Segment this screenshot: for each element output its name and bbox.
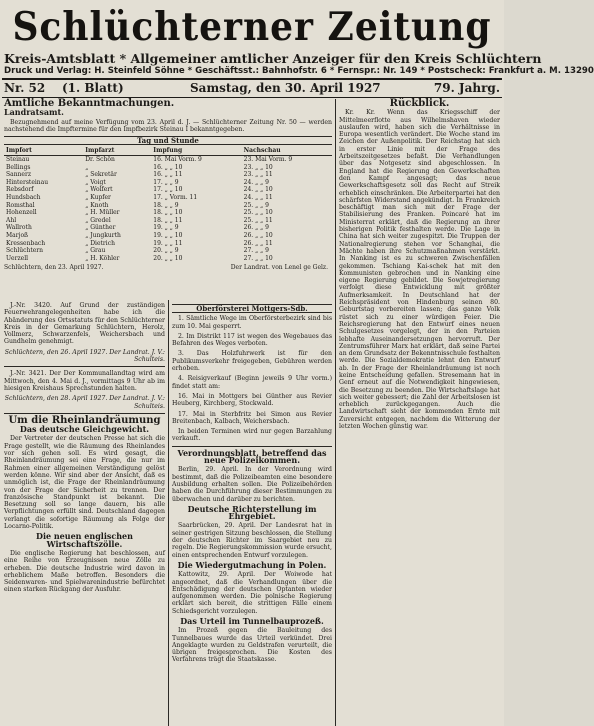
forestry-item: 17. Mai in Sterbfritz bei Simon aus Revier Breitenbach, Kalbach, Weichersbach. bbox=[172, 410, 332, 425]
article-paragraph: Kattowitz, 29. April. Der Woiwode hat angeordnet, daß die Verhandlungen über die Entschädigung der deutschen Optanten wieder aufgenommen werden. Die polnische Regierung erklärt sich bereit, die strittigen Fälle einem Schiedsgericht vorzulegen. bbox=[172, 571, 332, 615]
top-rule bbox=[2, 78, 502, 80]
table-cell: 27. „ „ 9 bbox=[243, 247, 269, 255]
table-row bbox=[4, 224, 332, 232]
issue-year: 79. Jahrg. bbox=[433, 81, 500, 95]
notice-paragraph: J.-Nr. 3421. Der Der Kommunallandtag wird am Mittwoch, den 4. Mai d. J., vormittags 9 Uhr ab im hiesigen Kreishaus Sprechstunden halten. bbox=[4, 370, 165, 392]
issue-sheet: (1. Blatt) bbox=[62, 81, 124, 95]
table-row bbox=[4, 247, 332, 255]
table-footer-signature: Der Landrat. von Lenel ge Gelz. bbox=[230, 264, 328, 272]
table-cell: 16. Mai Vorm. 9 bbox=[153, 156, 202, 164]
article-subtitle: Das deutsche Gleichgewicht. bbox=[19, 424, 150, 435]
table-cell: Hohenzell bbox=[6, 209, 37, 217]
table-cell: 23. Mai Vorm. 9 bbox=[243, 156, 293, 164]
table-cell: Marjoß bbox=[6, 232, 29, 240]
issue-date: Samstag, den 30. April 1927 bbox=[190, 81, 381, 95]
table-cell: 24. „ „ 11 bbox=[243, 194, 273, 202]
table-cell: 26. „ „ 10 bbox=[243, 232, 273, 240]
table-cell: Uerzell bbox=[6, 254, 29, 262]
table-cell: „ Wolfert bbox=[85, 186, 113, 194]
vaccination-schedule-table bbox=[4, 147, 332, 262]
table-cell: Hundsbach bbox=[6, 194, 41, 202]
table-cell: „ Jungkurth bbox=[85, 232, 121, 240]
table-row bbox=[4, 202, 332, 210]
column-divider-right bbox=[335, 99, 336, 726]
table-cell: „ Günther bbox=[85, 224, 116, 232]
forestry-item: 4. Reisigverkauf (Beginn jeweils 9 Uhr vorm.) findet statt am: bbox=[172, 375, 332, 390]
table-cell: 27. „ „ 10 bbox=[243, 254, 273, 262]
table-header-row bbox=[4, 147, 332, 155]
table-cell: 25. „ „ 10 bbox=[243, 209, 273, 217]
table-cell: 16. „ „ 10 bbox=[153, 163, 183, 171]
notice-signature: Schlüchtern, den 26. April 1927. Der Landrat. J. V.: Schulteis. bbox=[4, 348, 165, 364]
table-header-cell: Impfung bbox=[151, 147, 241, 155]
masthead-subtitle: Kreis-Amtsblatt * Allgemeiner amtlicher Anzeiger für den Kreis Schlüchtern bbox=[4, 51, 542, 66]
table-cell: 19. „ „ 11 bbox=[153, 239, 183, 247]
table-cell: 18. „ „ 10 bbox=[153, 209, 183, 217]
notice-signature: Schlüchtern, den 28. April 1927. Der Landrat. J. V.: Schulteis. bbox=[4, 395, 165, 410]
table-cell: „ H. Köhler bbox=[85, 254, 120, 262]
table-footer bbox=[4, 264, 332, 272]
table-cell: 17. „ „ 10 bbox=[153, 186, 183, 194]
table-row bbox=[4, 164, 332, 172]
table-cell: „ Voigt bbox=[85, 178, 106, 186]
table-cell: Wallroth bbox=[6, 224, 32, 232]
middle-column bbox=[172, 302, 332, 722]
table-cell: „ Sekretär bbox=[85, 171, 117, 179]
table-cell: 23. „ „ 11 bbox=[243, 171, 273, 179]
table-cell: „ Grau bbox=[85, 247, 106, 255]
masthead-publisher: Druck und Verlag: H. Steinfeld Söhne * Geschäftsst.: Bahnhofstr. 6 * Fernspr.: Nr. 149 * Postscheck: Frankfurt a. M. 13290 bbox=[4, 66, 594, 76]
table-header-cell: Nachschau bbox=[242, 147, 332, 155]
schedule-title: Tag und Stunde bbox=[4, 136, 332, 145]
table-cell: 25. „ „ 11 bbox=[243, 216, 273, 224]
table-cell: „ Kupfer bbox=[85, 194, 111, 202]
table-cell: Dr. Schön bbox=[85, 156, 115, 164]
table-row bbox=[4, 255, 332, 263]
table-cell: 19. „ „ 10 bbox=[153, 232, 183, 240]
table-cell: Sannerz bbox=[6, 171, 31, 179]
table-cell: 20. „ „ 10 bbox=[153, 254, 183, 262]
divider bbox=[4, 366, 165, 367]
table-row bbox=[4, 232, 332, 240]
notice-intro: Bezugnehmend auf meine Verfügung vom 23. April d. J. — Schlüchterner Zeitung Nr. 50 — werden nachstehend die Impftermine für den Impfbezirk Steinau I bekanntgegeben. bbox=[4, 118, 332, 133]
issue-bar bbox=[4, 81, 500, 97]
section-subheading: Landratsamt. bbox=[4, 107, 64, 118]
article-subtitle: Deutsche Richterstellung im Ehrgebiet. bbox=[187, 503, 317, 522]
table-cell: Rebsdorf bbox=[6, 186, 34, 194]
table-cell: Ahl bbox=[6, 216, 17, 224]
table-cell: 17. „ „ 9 bbox=[153, 178, 179, 186]
divider bbox=[172, 446, 332, 447]
table-cell: „ Knoth bbox=[85, 201, 109, 209]
table-cell: 23. „ „ 10 bbox=[243, 163, 273, 171]
table-cell: Schlüchtern bbox=[6, 247, 44, 255]
article-paragraph: Saarbrücken, 29. April. Der Landesrat hat in seiner gestrigen Sitzung beschlossen, die Stellung der deutschen Richter im Saargebiet neu zu regeln. Die Regierungskommission wurde ersucht, einen entsprechenden Entwurf vorzulegen. bbox=[172, 522, 332, 559]
table-cell: 25. „ „ 9 bbox=[243, 201, 269, 209]
article-paragraph: Berlin, 29. April. In der Verordnung wird bestimmt, daß die Polizeibeamten eine besondere Ausbildung erhalten sollen. Die Polizeibehörden haben die Durchführung dieser Bestimmungen zu überwachen und darüber zu berichten. bbox=[172, 466, 332, 503]
table-row bbox=[4, 194, 332, 202]
review-paragraph: Kr. Kr. Wenn das Kriegsschiff der Mittelmeerflotte aus Wilhelmshaven wieder auslaufen wird, haben sich die Verhältnisse in Europa wesentlich verändert. Die Woche stand im Zeichen der Außenpolitik. Der Reichstag hat sich in erster Linie mit der Frage des Arbeitszeitgesetzes befaßt. Die Verhandlungen über das Notgesetz sind abgeschlossen. In England hat die Regierung den Gewerkschaften den Kampf angesagt; das neue Gewerkschaftsgesetz soll das Recht auf Streik erheblich einschränken. Die Arbeiterpartei hat den schärfsten Widerstand angekündigt. In Frankreich beschäftigt man sich mit der Frage der Stabilisierung des Franken. Poincaré hat im Ministerrat erklärt, daß die Regierung an ihrer bisherigen Politik festhalten werde. Die Lage in China hat sich weiter zugespitzt. Die Truppen der Nationalregierung stehen vor Schanghai, die Mächte haben ihre Schutzmaßnahmen verstärkt. In Nanking ist es zu schweren Zwischenfällen gekommen. Tschiang Kai-schek hat mit den Kommunisten gebrochen und in Nanking eine eigene Regierung gebildet. Die Sowjetregierung verfolgt diese Entwicklung mit größter Aufmerksamkeit. In Deutschland hat der Reichspräsident von Hindenburg seinen 80. Geburtstag vorbereiten lassen; das ganze Volk rüstet sich zu einer würdigen Feier. Die Reichsregierung hat den Entwurf eines neuen Schulgesetzes vorgelegt, der in den Parteien lebhafte Auseinandersetzungen hervorruft. Der Zentrumsführer Marx hat erklärt, daß seine Partei an dem Grundsatz der Bekenntnisschule festhalten werde. Die Sozialdemokratie lehnt den Entwurf ab. In der Frage der Rheinlandräumung ist noch keine Entscheidung gefallen. Stresemann hat in Genf erneut auf die Notwendigkeit hingewiesen, die Besetzung zu beenden. Die Wirtschaftslage hat sich weiter gebessert; die Zahl der Arbeitslosen ist erheblich zurückgegangen. Auch die Landwirtschaft sieht der kommenden Ernte mit Zuversicht entgegen, nachdem die Witterung der letzten Wochen günstig war. bbox=[339, 109, 500, 431]
table-cell: „ Gredel bbox=[85, 216, 111, 224]
table-cell: 18. „ „ 9 bbox=[153, 201, 179, 209]
table-cell: 20. „ „ 9 bbox=[153, 247, 179, 255]
article-paragraph: Die englische Regierung hat beschlossen, auf eine Reihe von Erzeugnissen neue Zölle zu erheben. Die deutsche Industrie wird davon in erheblichem Maße betroffen. Besonders die Seidenwaren- und Spielwarenindustrie befürchtet einen starken Rückgang der Ausfuhr. bbox=[4, 549, 165, 594]
section-heading: Amtliche Bekanntmachungen. bbox=[4, 98, 175, 109]
forestry-footer: In beiden Terminen wird nur gegen Barzahlung verkauft. bbox=[172, 428, 332, 443]
table-header-cell: Impfarzt bbox=[83, 147, 151, 155]
notice-paragraph: J.-Nr. 3420. Auf Grund der zuständigen Feuerwehrangelegenheiten habe ich die Abänderung des Ortsstatuts für den Schlüchterner Kreis in der Gemarkung Schlüchtern, Herolz, Vollmerz, Schwarzenfels, Weichersbach und Gundhelm genehmigt. bbox=[4, 302, 165, 346]
table-cell: Kressenbach bbox=[6, 239, 46, 247]
article-subtitle: Verordnungsblatt, betreffend das neue Polizeikommen. bbox=[177, 447, 327, 466]
forestry-heading: Oberförsterei Mottgers-Sdb. bbox=[172, 304, 332, 313]
table-row bbox=[4, 179, 332, 187]
article-subtitle: Die Wiedergutmachung in Polen. bbox=[177, 559, 327, 570]
article-paragraph: Der Vertreter der deutschen Presse hat sich die Frage gestellt, wie die Räumung des Rheinlandes vor sich gehen soll. Es wird gesagt, die Rheinlandräumung sei eine Frage, die nur im Rahmen einer allgemeinen Verständigung gelöst werden könne. Wir sind aber der Ansicht, daß es unmöglich ist, die Frage der Rheinlandräumung von der Frage der Sicherheit zu trennen. Der französische Standpunkt ist bekannt. Die Besetzung soll so lange dauern, bis alle Verpflichtungen erfüllt sind. Deutschland dagegen verlangt die sofortige Räumung als Folge der Locarno-Politik. bbox=[4, 435, 165, 531]
divider bbox=[4, 413, 165, 414]
table-row bbox=[4, 240, 332, 248]
table-row bbox=[4, 217, 332, 225]
issue-number: Nr. 52 bbox=[4, 81, 46, 95]
newspaper-masthead: Schlüchterner Zeitung bbox=[12, 3, 492, 51]
table-cell: Steinau bbox=[6, 156, 30, 164]
table-cell: 17. „ Vorm. 11 bbox=[153, 194, 198, 202]
table-cell: 26. „ „ 11 bbox=[243, 239, 273, 247]
table-cell: 26. „ „ 9 bbox=[243, 224, 269, 232]
table-cell: Bellings bbox=[6, 163, 31, 171]
forestry-item: 16. Mai in Mottgers bei Günther aus Revier Heuberg, Kirchberg, Stockwald. bbox=[172, 392, 332, 408]
forestry-items bbox=[172, 315, 332, 425]
table-cell: 16. „ „ 11 bbox=[153, 171, 183, 179]
table-row bbox=[4, 186, 332, 194]
table-body bbox=[4, 156, 332, 263]
table-cell: 18. „ „ 11 bbox=[153, 216, 183, 224]
left-column bbox=[4, 302, 165, 722]
column-divider-middle bbox=[168, 300, 169, 726]
article-title: Um die Rheinlandräumung bbox=[8, 414, 161, 426]
review-heading: Rückblick. bbox=[389, 98, 450, 109]
table-cell: 24. „ „ 9 bbox=[243, 178, 269, 186]
table-cell: 24. „ „ 10 bbox=[243, 186, 273, 194]
table-footer-date: Schlüchtern, den 23. April 1927. bbox=[4, 264, 104, 272]
table-cell: Hintersteinau bbox=[6, 178, 49, 186]
table-cell: 19. „ „ 9 bbox=[153, 224, 179, 232]
right-column bbox=[339, 100, 500, 722]
forestry-item: 3. Das Holzfuhrwerk ist für den Publikumsverkehr freigegeben, Gebühren werden erhoben. bbox=[172, 350, 332, 373]
table-cell: „ Dietrich bbox=[85, 239, 115, 247]
table-cell: „ H. Müller bbox=[85, 209, 120, 217]
table-row bbox=[4, 209, 332, 217]
official-notices-section bbox=[4, 100, 332, 300]
table-header-cell: Impfort bbox=[4, 147, 83, 155]
article-subtitle: Die neuen englischen Wirtschaftszölle. bbox=[36, 531, 133, 549]
table-cell: „ bbox=[85, 163, 89, 171]
forestry-item: 1. Sämtliche Wege im Oberförsterbezirk sind bis zum 10. Mai gesperrt. bbox=[172, 315, 332, 330]
article-subtitle: Das Urteil im Tunnelbauprozeß. bbox=[180, 615, 324, 626]
table-cell: Romsthal bbox=[6, 201, 35, 209]
forestry-item: 2. Im Distrikt 117 ist wegen des Wegebaues das Befahren des Weges verboten. bbox=[172, 332, 332, 348]
table-row bbox=[4, 156, 332, 164]
table-row bbox=[4, 171, 332, 179]
article-paragraph: Im Prozeß gegen die Bauleitung des Tunnelbaues wurde das Urteil verkündet. Drei Angeklagte wurden zu Geldstrafen verurteilt, die übrigen freigesprochen. Die Kosten des Verfahrens trägt die Staatskasse. bbox=[172, 627, 332, 664]
